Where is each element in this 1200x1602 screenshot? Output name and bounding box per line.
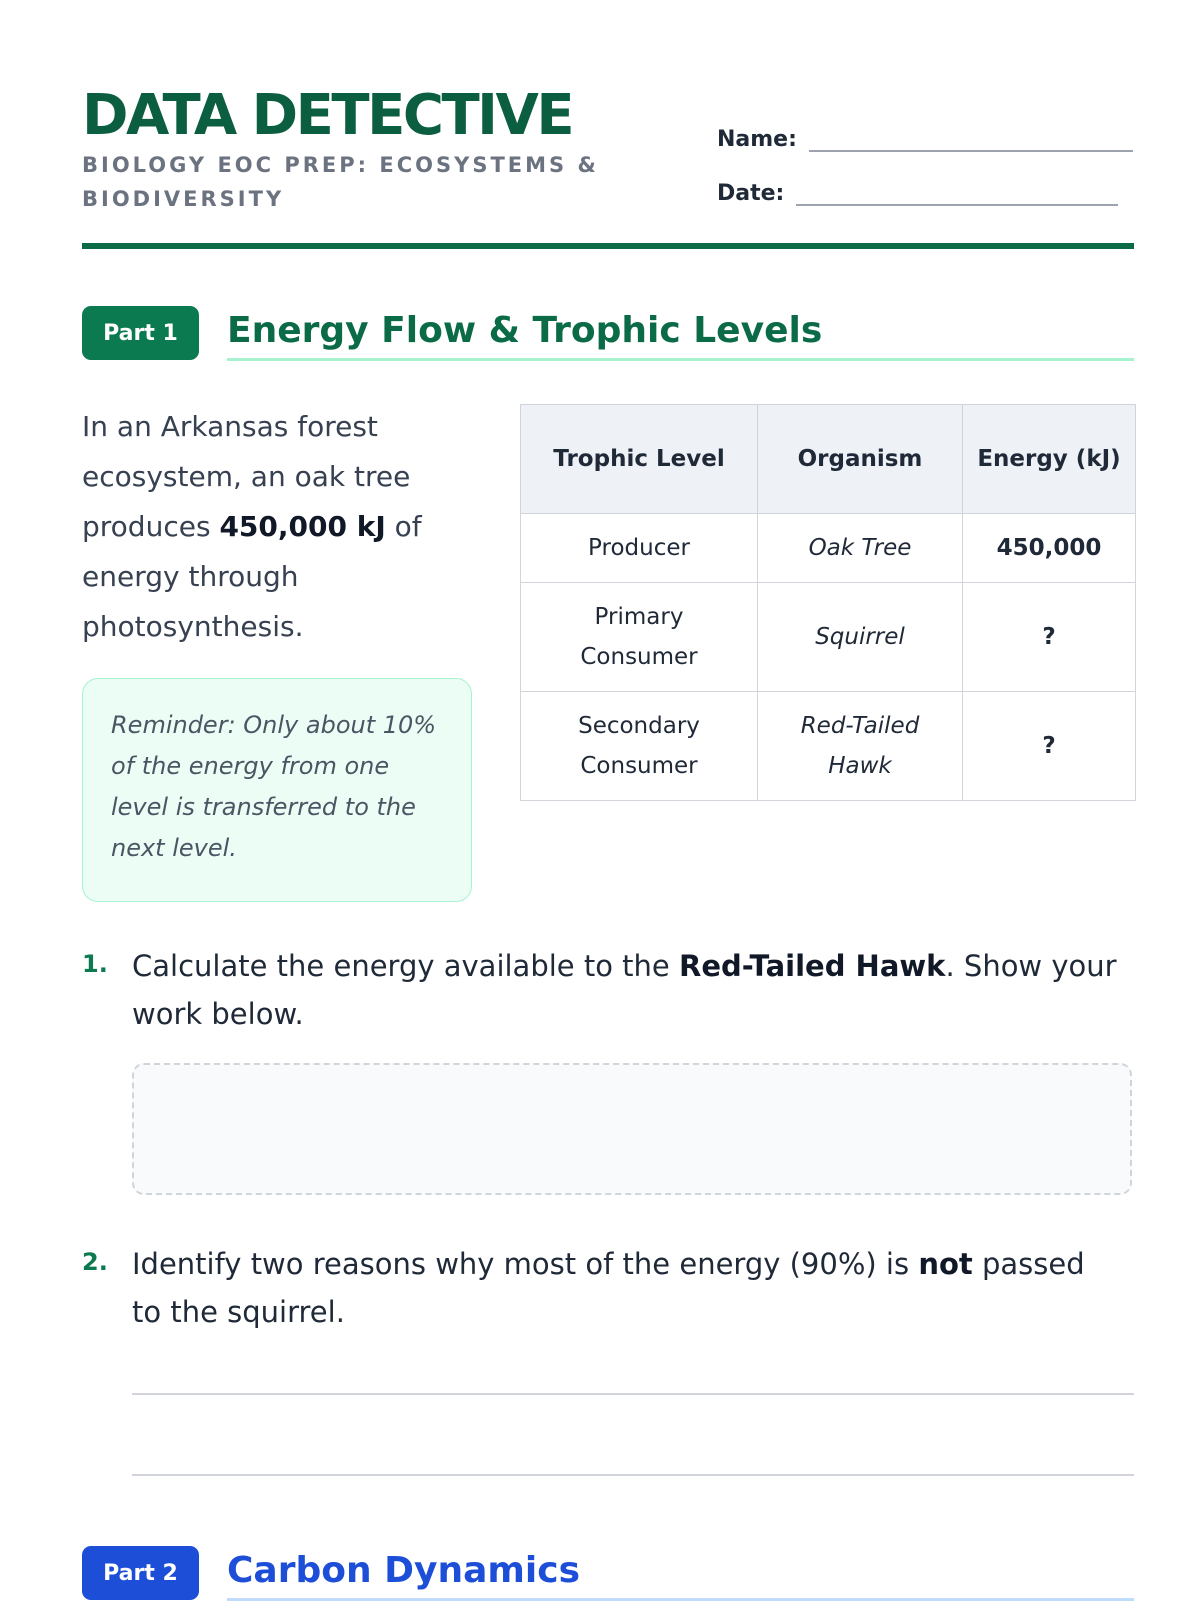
answer-line[interactable] <box>132 1393 1134 1395</box>
question-text <box>132 942 1122 1038</box>
table-row <box>521 692 1136 801</box>
worksheet-page <box>82 0 1134 1600</box>
part1-underline <box>227 358 1134 361</box>
header-organism: Organism <box>758 405 963 514</box>
cell-level: Producer <box>521 514 758 583</box>
cell-energy[interactable]: ? <box>963 692 1136 801</box>
part2-title: Carbon Dynamics <box>227 1550 581 1591</box>
date-label: Date: <box>717 181 785 206</box>
reminder-box: Reminder: Only about 10% of the energy from one level is transferred to the next level. <box>82 678 472 902</box>
cell-organism: Red-Tailed Hawk <box>758 692 963 801</box>
part1-heading <box>82 306 1134 362</box>
work-area-box[interactable] <box>132 1063 1132 1195</box>
question-number: 2. <box>82 1248 108 1276</box>
header-trophic-level: Trophic Level <box>521 405 758 514</box>
cell-organism: Oak Tree <box>758 514 963 583</box>
intro-text-end: of energy through photosynthesis. <box>82 510 422 643</box>
cell-energy: 450,000 <box>963 514 1136 583</box>
date-field[interactable] <box>717 180 1118 206</box>
question-text <box>132 1240 1122 1336</box>
question-text-start: Calculate the energy available to the <box>132 949 679 983</box>
cell-level: Secondary Consumer <box>521 692 758 801</box>
part2-badge: Part 2 <box>82 1546 199 1600</box>
worksheet-title: DATA DETECTIVE <box>82 83 573 148</box>
question-number: 1. <box>82 950 108 978</box>
answer-line[interactable] <box>132 1474 1134 1476</box>
header-divider <box>82 243 1134 249</box>
cell-energy[interactable]: ? <box>963 583 1136 692</box>
name-input-line[interactable] <box>809 126 1133 152</box>
worksheet-subtitle: BIOLOGY EOC PREP: ECOSYSTEMS & BIODIVERSITY <box>82 153 599 211</box>
intro-energy-value: 450,000 kJ <box>219 510 386 543</box>
part1-title: Energy Flow & Trophic Levels <box>227 310 823 351</box>
date-input-line[interactable] <box>796 180 1118 206</box>
question-text-start: Identify two reasons why most of the energy (90%) is <box>132 1247 919 1281</box>
intro-paragraph <box>82 402 442 652</box>
question-text-end: . Show your work below. <box>132 949 1117 1031</box>
header-energy: Energy (kJ) <box>963 405 1136 514</box>
cell-level: Primary Consumer <box>521 583 758 692</box>
question-text-end: passed to the squirrel. <box>132 1247 1085 1329</box>
question-emphasis: not <box>918 1247 973 1281</box>
cell-organism: Squirrel <box>758 583 963 692</box>
trophic-table <box>520 404 1136 801</box>
intro-text-start: In an Arkansas forest ecosystem, an oak tree produces <box>82 410 411 543</box>
name-label: Name: <box>717 127 797 152</box>
table-row <box>521 583 1136 692</box>
name-field[interactable] <box>717 126 1133 152</box>
part1-badge: Part 1 <box>82 306 199 360</box>
question-emphasis: Red-Tailed Hawk <box>679 949 946 983</box>
table-header-row <box>521 405 1136 514</box>
table-row <box>521 514 1136 583</box>
part2-heading <box>82 1546 1134 1602</box>
